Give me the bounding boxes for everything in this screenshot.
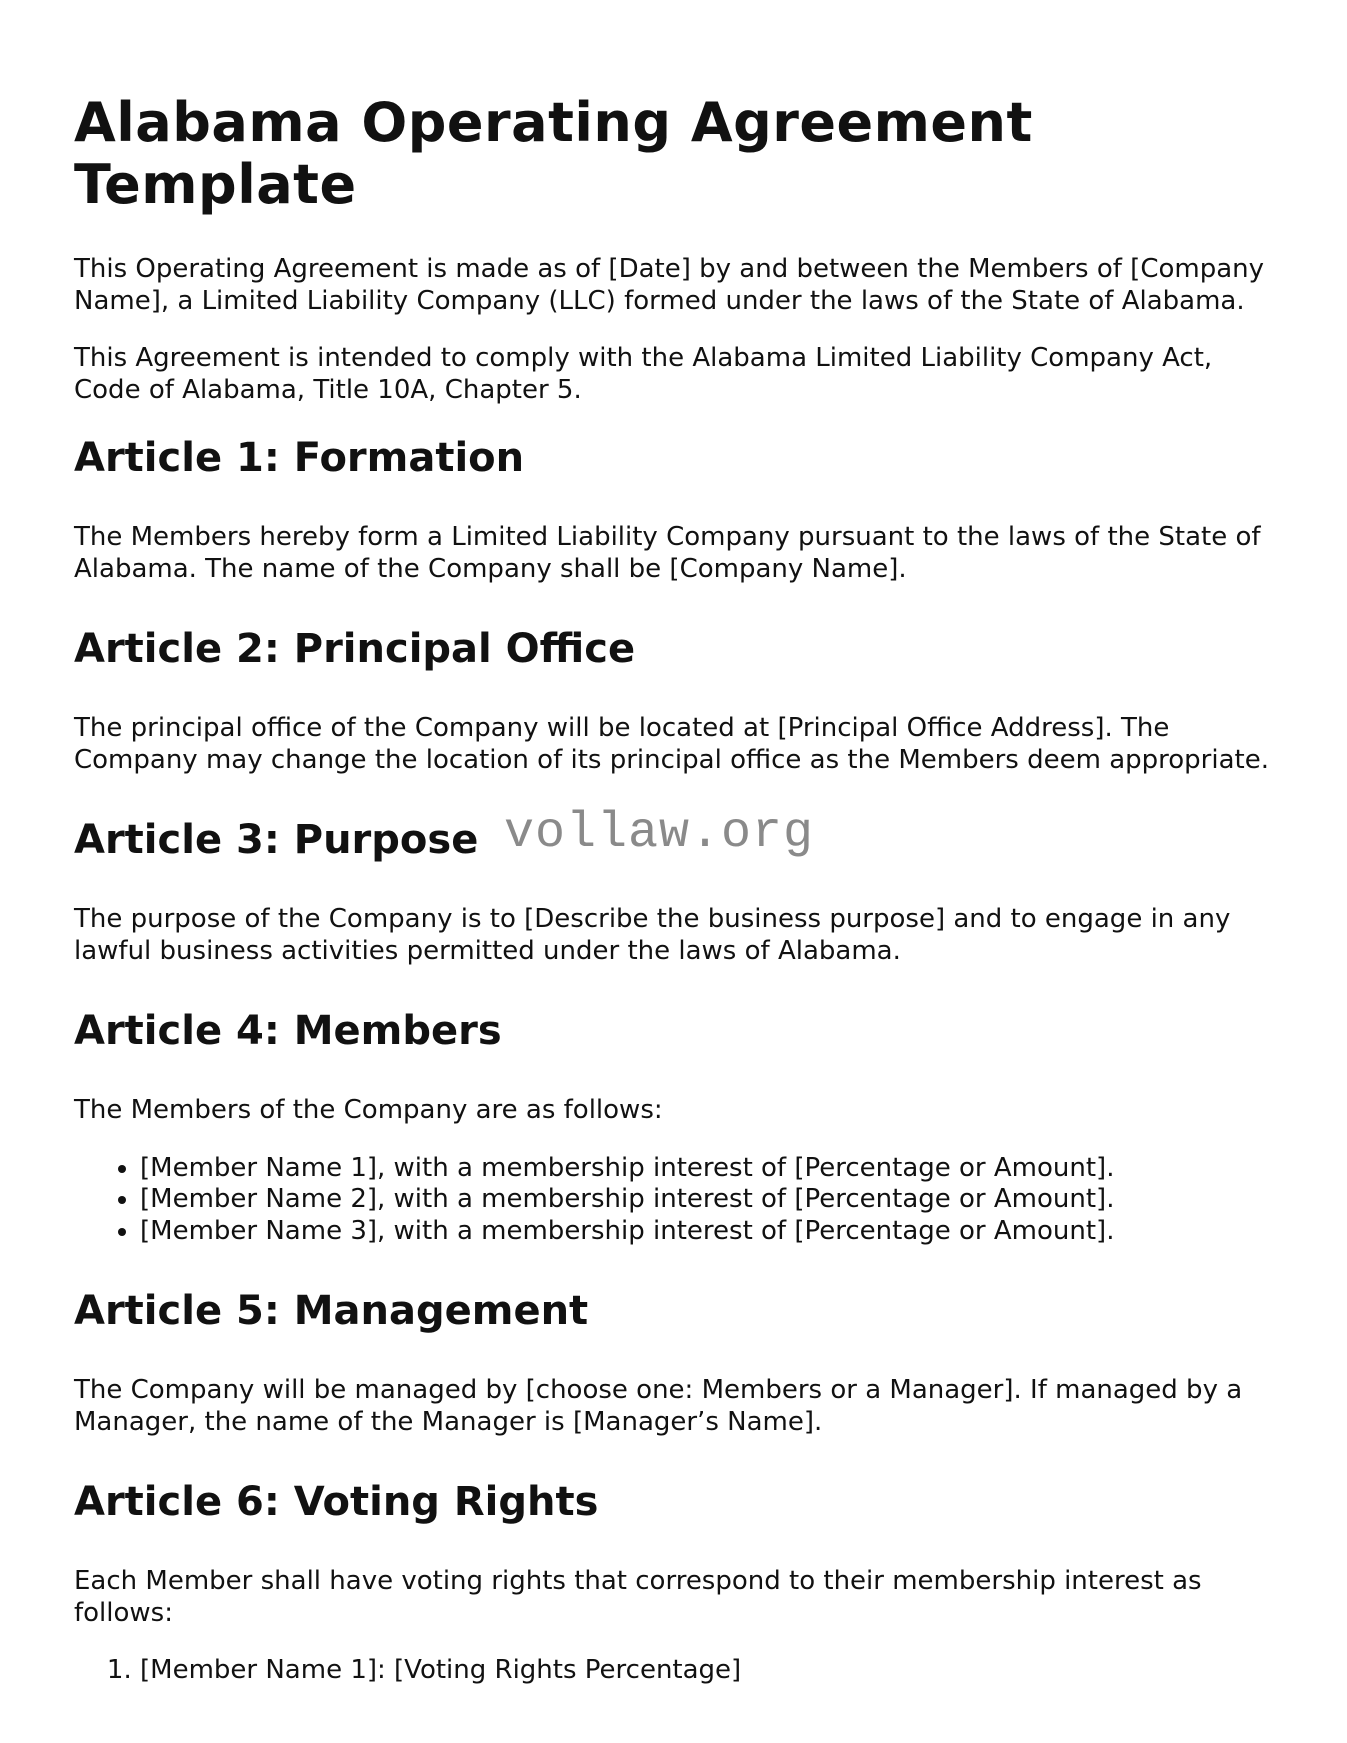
article-1-heading: Article 1: Formation xyxy=(74,435,525,481)
article-6-body: Each Member shall have voting rights that correspond to their membership interest as follows: xyxy=(74,1566,1202,1628)
document-title: Alabama Operating Agreement Template xyxy=(74,91,1033,216)
voting-rights-list xyxy=(74,1655,1274,1687)
article-4-heading: Article 4: Members xyxy=(74,1008,502,1054)
article-3-body: The purpose of the Company is to [Describe the business purpose] and to engage in any lawful business activities permitted under the laws of Alabama. xyxy=(74,904,1231,966)
article-4-body: The Members of the Company are as follows: xyxy=(74,1095,663,1125)
article-2-heading: Article 2: Principal Office xyxy=(74,626,636,672)
list-item: 1. [Member Name 1]: [Voting Rights Percentage] xyxy=(140,1655,1274,1687)
list-item: • [Member Name 1], with a membership interest of [Percentage or Amount]. xyxy=(140,1153,1274,1185)
watermark: vollaw.org xyxy=(504,805,815,862)
intro-paragraph-1: This Operating Agreement is made as of [Date] by and between the Members of [Company Name], a Limited Liability Company (LLC) formed under the laws of the State of Alabama. xyxy=(74,254,1265,316)
article-6-heading: Article 6: Voting Rights xyxy=(74,1479,599,1525)
article-3-heading: Article 3: Purpose xyxy=(74,817,479,863)
article-2-body: The principal office of the Company will be located at [Principal Office Address]. The Company may change the location of its principal office as the Members deem appropriate. xyxy=(74,713,1269,775)
article-5-body: The Company will be managed by [choose one: Members or a Manager]. If managed by a Manager, the name of the Manager is [Manager’s Name]. xyxy=(74,1375,1243,1437)
article-5-heading: Article 5: Management xyxy=(74,1288,589,1334)
article-3-heading-wrapper xyxy=(74,805,1274,864)
list-item: • [Member Name 2], with a membership interest of [Percentage or Amount]. xyxy=(140,1184,1274,1216)
document-page xyxy=(74,92,1274,1713)
intro-paragraph-2: This Agreement is intended to comply with the Alabama Limited Liability Company Act, Code of Alabama, Title 10A, Chapter 5. xyxy=(74,343,1213,405)
article-1-body: The Members hereby form a Limited Liability Company pursuant to the laws of the State of Alabama. The name of the Company shall be [Company Name]. xyxy=(74,522,1261,584)
members-list xyxy=(74,1153,1274,1248)
list-item: • [Member Name 3], with a membership interest of [Percentage or Amount]. xyxy=(140,1216,1274,1248)
